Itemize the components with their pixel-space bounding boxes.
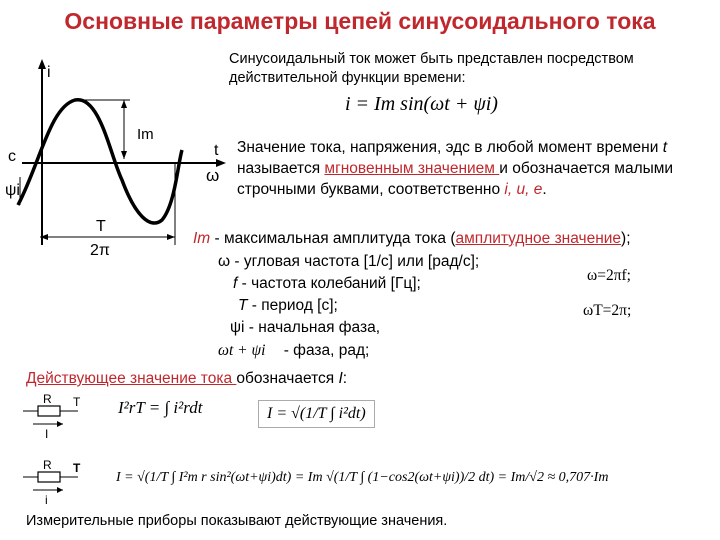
axis-t-label: t [214,142,219,159]
circuit2-i: i [45,493,48,507]
circuit2-R: R [43,458,52,472]
amplitude-arrow-bottom [121,151,127,159]
rms-text: обозначается [236,370,339,387]
period-arrow-right [167,234,175,240]
sinusoid-graph [0,55,230,255]
instant-text-4: . [542,181,547,198]
phase-expression: ωt + ψi [218,342,266,359]
im-symbol: Im [193,230,211,247]
intro-text: Синусоидальный ток может быть представлен посредством действительной функции времени: [229,51,634,86]
frequency-line [233,273,421,294]
c-label: c [8,148,16,165]
rms-symbol: I [338,370,343,387]
current-arrowhead-2 [57,487,63,493]
rms-energy-equation: I²rT = ∫ i²rdt [118,398,203,417]
amplitude-arrow-top [121,100,127,108]
circuit1-I: I [45,427,49,441]
im-label: Im [137,126,154,143]
rms-colon: : [342,370,348,387]
phase-line [218,340,369,361]
footer-note: Измерительные приборы показывают действующие значения. [26,513,448,529]
rms-heading [26,370,347,388]
circuit-dc [18,392,98,442]
omega-T-relation: ωT=2π; [583,302,632,319]
omega-line: ω - угловая частота [1/с] или [рад/с]; [218,253,480,270]
rms-term[interactable]: Действующее значение тока [26,370,237,387]
current-axis-arrow [38,59,46,69]
two-pi-label: 2π [90,242,110,255]
T-symbol: T [238,297,248,314]
period-label: T [96,218,106,235]
omega-f-relation: ω=2πf; [587,267,631,284]
instant-text-1: Значение тока, напряжения, эдс в любой момент времени [237,139,663,156]
T-text: - период [с]; [247,297,338,314]
im-text-b: ); [621,230,631,247]
instant-text-2: называется [237,160,325,177]
instant-value-paragraph [237,137,707,200]
circuit1-T: T [73,395,81,409]
axis-i-label: i [47,64,51,81]
resistor-1 [38,406,60,416]
circuit2-T: T [73,461,81,475]
psi-label: ψi [5,182,20,199]
circuit-ac [18,458,98,508]
im-text-a: - максимальная амплитуда тока ( [210,230,456,247]
amplitude-line-text [193,228,631,249]
instant-letters: i, u, e [504,181,543,198]
page-title: Основные параметры цепей синусоидального тока [64,8,656,34]
instant-value-term[interactable]: мгновенным значением [324,160,500,177]
f-symbol: f [233,275,238,292]
instant-t: t [662,139,668,156]
period-line-text [238,295,338,316]
instant-text-3: и обозначается малыми строчными буквами, соответственно [237,160,674,198]
resistor-2 [38,472,60,482]
circuit1-R: R [43,392,52,406]
initial-phase-line: ψi - начальная фаза, [230,319,381,336]
amplitude-term[interactable]: амплитудное значение [455,230,622,247]
f-text: - частота колебаний [Гц]; [237,275,421,292]
phase-text: - фаза, рад; [283,342,370,359]
current-arrowhead-1 [57,421,63,427]
rms-definition-equation: I = √(1/T ∫ i²dt) [258,400,375,428]
instant-formula: i = Im sin(ωt + ψi) [345,93,498,115]
omega-label: ω [206,166,220,185]
rms-derivation-equation: I = √(1/T ∫ I²m r sin²(ωt+ψi)dt) = Im √(1/T ∫ (1−cos2(ωt+ψi))/2 dt) = Im/√2 ≈ 0,707·Im [116,470,609,485]
